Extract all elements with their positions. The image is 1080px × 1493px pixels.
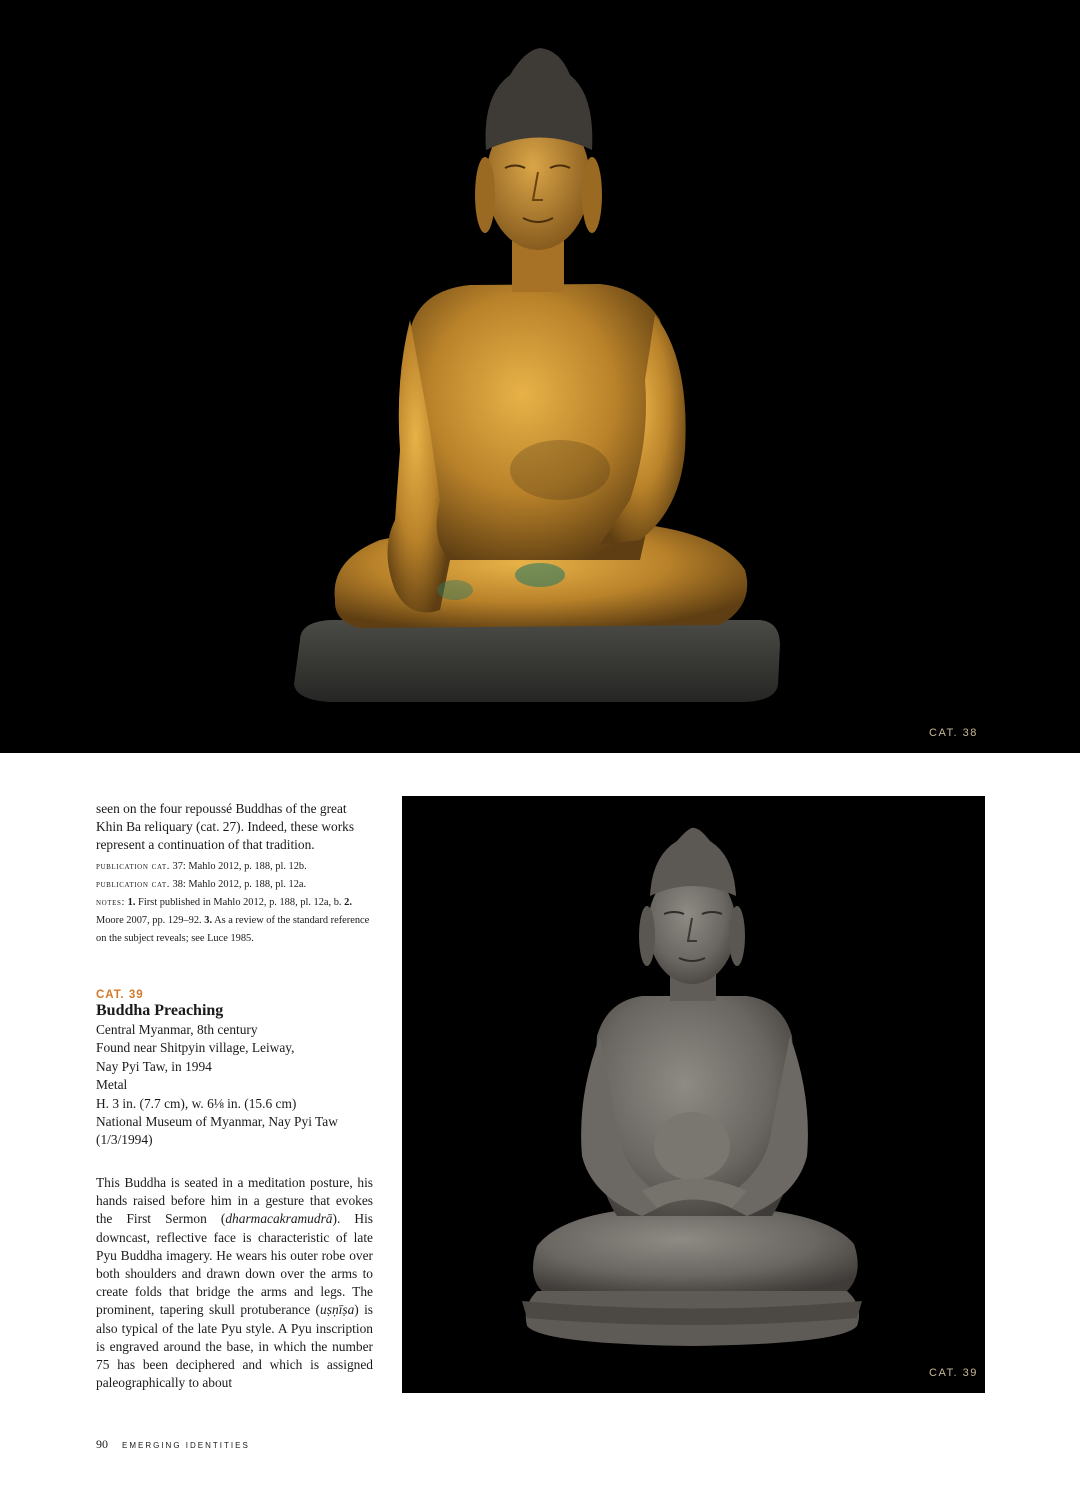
page-number: 90 [96, 1437, 108, 1451]
term-usnisa: uṣṇīṣa [320, 1302, 355, 1318]
entry-meta-line: National Museum of Myanmar, Nay Pyi Taw [96, 1114, 338, 1130]
entry-meta-line: (1/3/1994) [96, 1132, 153, 1148]
cat-label: CAT. 39 [96, 989, 144, 1001]
cat39-photo [402, 796, 985, 1393]
description-paragraph: This Buddha is seated in a meditation posture, his hands raised before him in a gesture that evokes the First Sermon (dharmacakramudrā). His downcast, reflective face is characteristic of late Pyu Buddha imagery. He wears his outer robe over both shoulders and drawn down over the arms to create folds that bridge the arms and legs. The prominent, tapering skull protuberance (uṣṇīṣa) is also typical of the late Pyu style. A Pyu inscription is engraved around the base, in which the number 75 has been deciphered and which is assigned paleographically to about [96, 1175, 373, 1391]
entry-meta-line: Nay Pyi Taw, in 1994 [96, 1058, 212, 1074]
continuation-line: seen on the four repoussé Buddhas of the great [96, 801, 347, 816]
entry-title: Buddha Preaching [96, 1002, 224, 1019]
notes: notes: 1. First published in Mahlo 2012, p. 188, pl. 12a, b. 2. Moore 2007, pp. 129–92. 3. As a review of the standard reference on the subject reveals; see Luce 1985. [96, 897, 370, 944]
publication-cat38: publication cat. 38: Mahlo 2012, p. 188, pl. 12a. [96, 879, 307, 890]
continuation-text [96, 800, 373, 855]
continuation-line: represent a continuation of that tradition. [96, 837, 315, 853]
entry-meta-line: H. 3 in. (7.7 cm), w. 6⅛ in. (15.6 cm) [96, 1095, 297, 1111]
metal-buddha-figure [402, 796, 985, 1393]
continuation-line: Khin Ba reliquary (cat. 27). Indeed, these works [96, 819, 355, 835]
running-title: EMERGING IDENTITIES [122, 1441, 250, 1450]
term-dharmacakramudra: dharmacakramudrā [225, 1211, 333, 1227]
page-footer [96, 1437, 250, 1452]
publication-cat37: publication cat. 37: Mahlo 2012, p. 188, pl. 12b. [96, 861, 307, 872]
entry-meta-line: Found near Shitpyin village, Leiway, [96, 1040, 295, 1056]
cat38-caption: CAT. 38 [929, 727, 978, 739]
references-block [96, 858, 373, 948]
catalog-entry [96, 989, 373, 1150]
entry-meta-line: Central Myanmar, 8th century [96, 1022, 258, 1037]
entry-meta-line: Metal [96, 1077, 128, 1093]
cat39-caption: CAT. 39 [929, 1367, 978, 1379]
